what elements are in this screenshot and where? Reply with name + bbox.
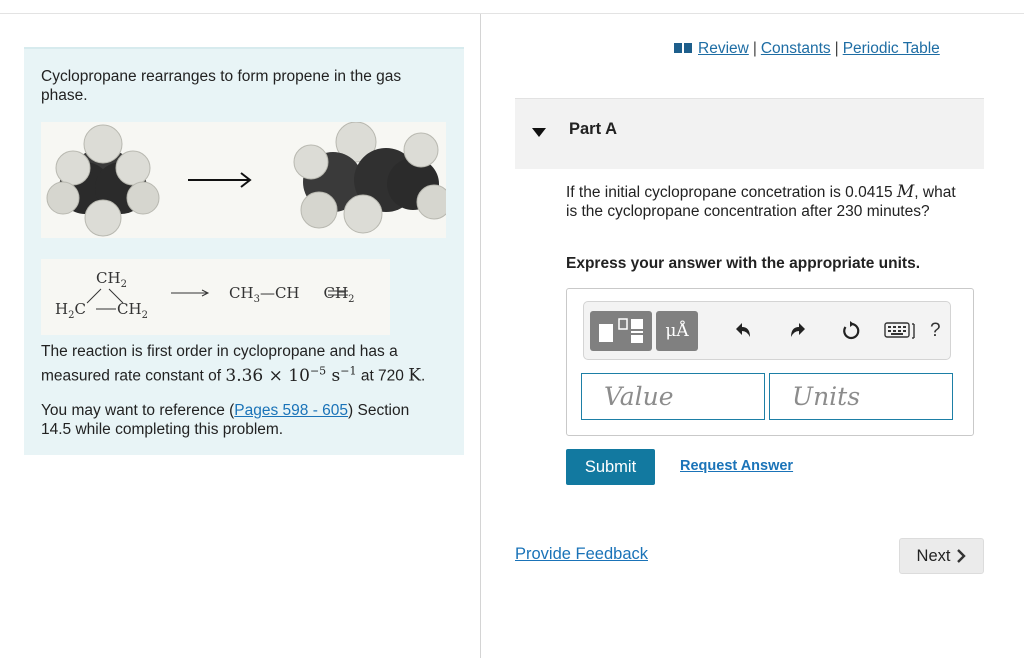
intro-panel (24, 47, 464, 455)
reference-text: You may want to reference (Pages 598 - 605) Section 14.5 while completing this problem. (41, 402, 410, 438)
intro-text: Cyclopropane rearranges to form propene in the gas phase. (41, 68, 402, 104)
constants-link[interactable]: Constants (760, 40, 831, 57)
reset-icon[interactable] (841, 321, 861, 346)
periodic-table-link[interactable]: Periodic Table (842, 40, 940, 57)
redo-icon[interactable] (788, 321, 808, 346)
reaction-formula (41, 259, 390, 335)
rate-constant-text: The reaction is first order in cyclopropane and has a measured rate constant of $3.36 \times 10^{-5}$ $s^{-1}$ at 720 K. (41, 343, 426, 386)
link-separator: | (752, 40, 757, 57)
pages-reference-link[interactable]: Pages 598 - 605 (234, 402, 349, 419)
keyboard-icon[interactable] (884, 321, 918, 346)
undo-icon[interactable] (733, 321, 753, 346)
top-rule (0, 13, 1024, 14)
molecular-model-image (41, 122, 446, 238)
help-icon[interactable]: ? (930, 320, 941, 341)
part-title: Part A (569, 120, 617, 138)
units-button[interactable]: μÅ (656, 311, 698, 351)
review-link[interactable]: Review (698, 40, 749, 57)
value-input[interactable] (581, 373, 765, 420)
math-toolbar (583, 301, 951, 360)
answer-instruction: Express your answer with the appropriate units. (566, 255, 921, 272)
formula-right-group: $CH_2$ (117, 300, 148, 321)
formula-top-group: $CH_2$ (96, 269, 127, 290)
formula-left-group: $H_2C$ (55, 300, 86, 321)
formula-product: $CH_3—CH$ $CH_2$ (229, 284, 355, 305)
cyclopropane-model (47, 125, 159, 236)
propene-model (294, 122, 446, 233)
question-text: If the initial cyclopropane concetration is 0.0415 M, what is the cyclopropane concentration after 230 minutes? (566, 182, 956, 220)
collapse-caret-icon[interactable] (532, 125, 546, 143)
reaction-arrow (188, 173, 250, 187)
request-answer-link[interactable]: Request Answer (680, 458, 794, 474)
next-label: Next (916, 546, 951, 565)
units-input[interactable] (769, 373, 953, 420)
templates-icon (597, 316, 645, 346)
link-separator: | (834, 40, 839, 57)
part-a-header[interactable] (515, 98, 984, 169)
next-button[interactable] (899, 538, 984, 574)
answer-box (566, 288, 974, 436)
book-icon (674, 41, 692, 59)
structural-formula (41, 259, 390, 335)
resource-links (674, 40, 940, 59)
submit-button[interactable]: Submit (566, 449, 655, 485)
reaction-model-illustration (41, 122, 446, 238)
column-divider (480, 14, 481, 658)
provide-feedback-link[interactable]: Provide Feedback (515, 545, 648, 563)
chevron-right-icon (956, 549, 966, 563)
templates-button[interactable] (590, 311, 652, 351)
